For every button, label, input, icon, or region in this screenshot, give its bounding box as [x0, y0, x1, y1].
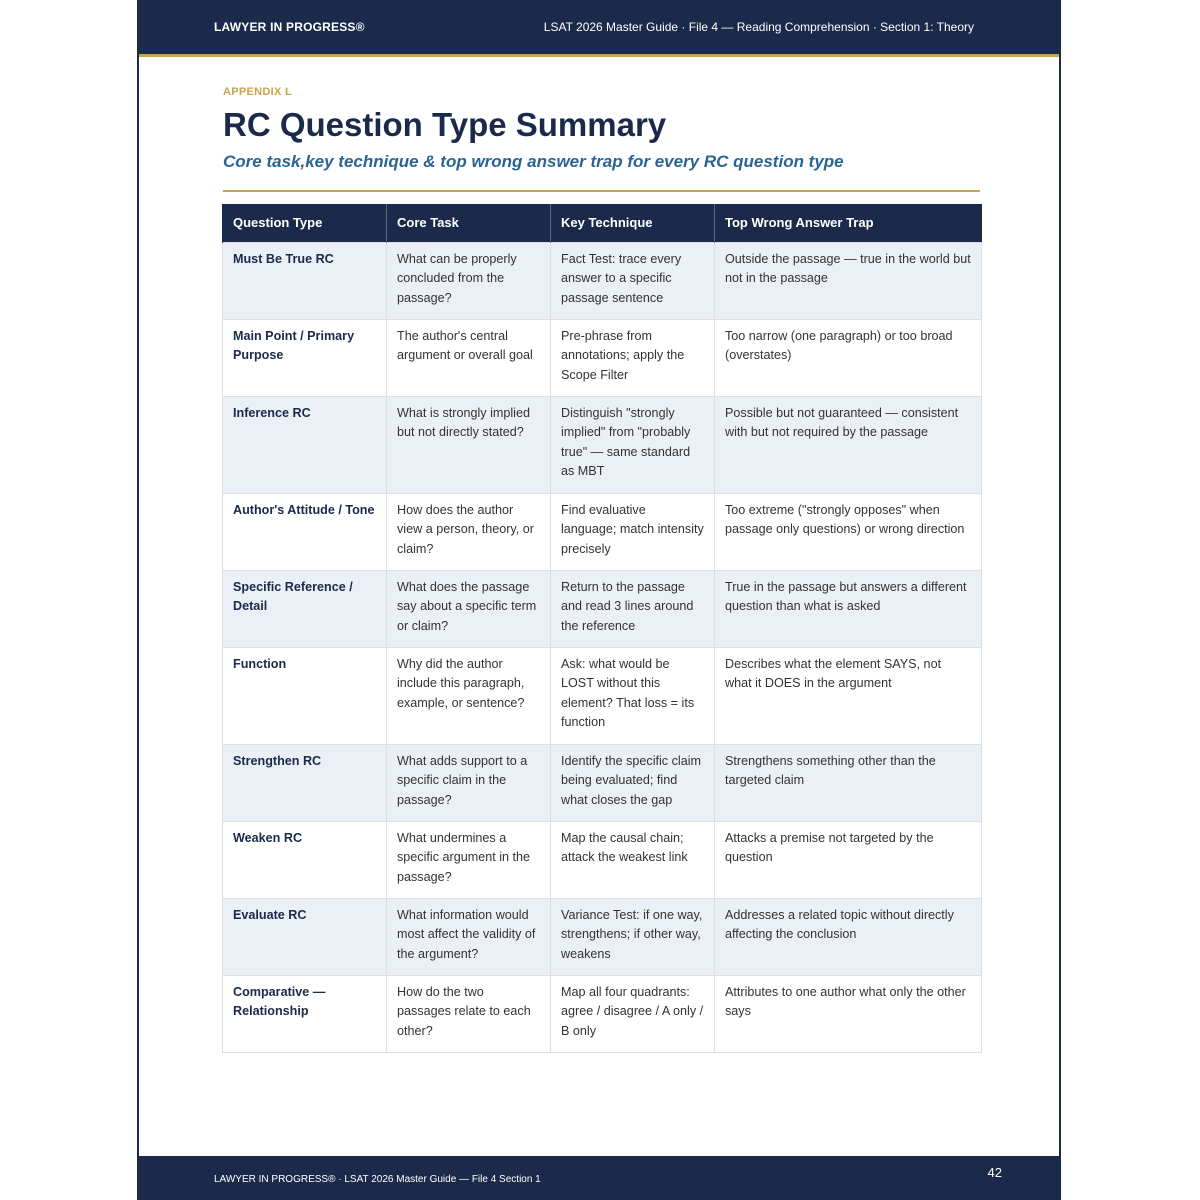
table-row: [223, 242, 982, 319]
question-type-cell: Evaluate RC: [223, 898, 387, 975]
core-task-cell: What does the passage say about a specific term or claim?: [387, 570, 551, 647]
key-technique-cell: Fact Test: trace every answer to a specific passage sentence: [551, 242, 715, 319]
core-task-cell: What information would most affect the validity of the argument?: [387, 898, 551, 975]
footer-text: LAWYER IN PROGRESS® · LSAT 2026 Master Guide — File 4 Section 1: [214, 1174, 541, 1185]
wrong-answer-trap-cell: True in the passage but answers a different question than what is asked: [715, 570, 982, 647]
header-breadcrumb: LSAT 2026 Master Guide · File 4 — Reading Comprehension · Section 1: Theory: [543, 20, 974, 34]
column-header-wrong-answer-trap: Top Wrong Answer Trap: [715, 204, 982, 242]
core-task-cell: What undermines a specific argument in the passage?: [387, 821, 551, 898]
wrong-answer-trap-cell: Attributes to one author what only the other says: [715, 975, 982, 1052]
page-number: 42: [987, 1165, 1002, 1180]
table-row: [223, 396, 982, 493]
page-title: RC Question Type Summary: [223, 106, 667, 143]
header-brand: LAWYER IN PROGRESS®: [214, 20, 365, 34]
key-technique-cell: Distinguish "strongly implied" from "probably true" — same standard as MBT: [551, 396, 715, 493]
column-header-core-task: Core Task: [387, 204, 551, 242]
key-technique-cell: Return to the passage and read 3 lines around the reference: [551, 570, 715, 647]
column-header-question-type: Question Type: [223, 204, 387, 242]
question-type-cell: Function: [223, 647, 387, 744]
question-type-cell: Must Be True RC: [223, 242, 387, 319]
question-type-cell: Comparative — Relationship: [223, 975, 387, 1052]
table-row: [223, 570, 982, 647]
table-row: [223, 319, 982, 396]
wrong-answer-trap-cell: Too narrow (one paragraph) or too broad (overstates): [715, 319, 982, 396]
table-row: [223, 975, 982, 1052]
question-type-cell: Weaken RC: [223, 821, 387, 898]
wrong-answer-trap-cell: Strengthens something other than the targeted claim: [715, 744, 982, 821]
page-header: [139, 0, 1059, 57]
core-task-cell: Why did the author include this paragraph, example, or sentence?: [387, 647, 551, 744]
wrong-answer-trap-cell: Outside the passage — true in the world but not in the passage: [715, 242, 982, 319]
table-row: [223, 898, 982, 975]
core-task-cell: What can be properly concluded from the passage?: [387, 242, 551, 319]
key-technique-cell: Identify the specific claim being evaluated; find what closes the gap: [551, 744, 715, 821]
question-type-cell: Strengthen RC: [223, 744, 387, 821]
question-type-cell: Main Point / Primary Purpose: [223, 319, 387, 396]
document-page: [137, 0, 1061, 1200]
question-type-cell: Author's Attitude / Tone: [223, 493, 387, 570]
gold-divider: [223, 190, 980, 192]
column-header-key-technique: Key Technique: [551, 204, 715, 242]
core-task-cell: What adds support to a specific claim in the passage?: [387, 744, 551, 821]
wrong-answer-trap-cell: Possible but not guaranteed — consistent with but not required by the passage: [715, 396, 982, 493]
core-task-cell: How do the two passages relate to each other?: [387, 975, 551, 1052]
page-subtitle: Core task,key technique & top wrong answer trap for every RC question type: [223, 152, 844, 171]
key-technique-cell: Ask: what would be LOST without this element? That loss = its function: [551, 647, 715, 744]
table-row: [223, 647, 982, 744]
table-row: [223, 493, 982, 570]
key-technique-cell: Variance Test: if one way, strengthens; if other way, weakens: [551, 898, 715, 975]
key-technique-cell: Map the causal chain; attack the weakest link: [551, 821, 715, 898]
table-row: [223, 821, 982, 898]
page-footer: [139, 1156, 1059, 1200]
core-task-cell: How does the author view a person, theory, or claim?: [387, 493, 551, 570]
question-type-cell: Inference RC: [223, 396, 387, 493]
question-type-cell: Specific Reference / Detail: [223, 570, 387, 647]
key-technique-cell: Find evaluative language; match intensity precisely: [551, 493, 715, 570]
wrong-answer-trap-cell: Addresses a related topic without directly affecting the conclusion: [715, 898, 982, 975]
question-type-table: [222, 204, 982, 1053]
core-task-cell: What is strongly implied but not directly stated?: [387, 396, 551, 493]
wrong-answer-trap-cell: Describes what the element SAYS, not what it DOES in the argument: [715, 647, 982, 744]
key-technique-cell: Map all four quadrants: agree / disagree / A only / B only: [551, 975, 715, 1052]
wrong-answer-trap-cell: Attacks a premise not targeted by the question: [715, 821, 982, 898]
table-row: [223, 744, 982, 821]
key-technique-cell: Pre-phrase from annotations; apply the Scope Filter: [551, 319, 715, 396]
appendix-label: APPENDIX L: [223, 86, 293, 98]
wrong-answer-trap-cell: Too extreme ("strongly opposes" when passage only questions) or wrong direction: [715, 493, 982, 570]
core-task-cell: The author's central argument or overall goal: [387, 319, 551, 396]
table-header-row: [223, 204, 982, 242]
